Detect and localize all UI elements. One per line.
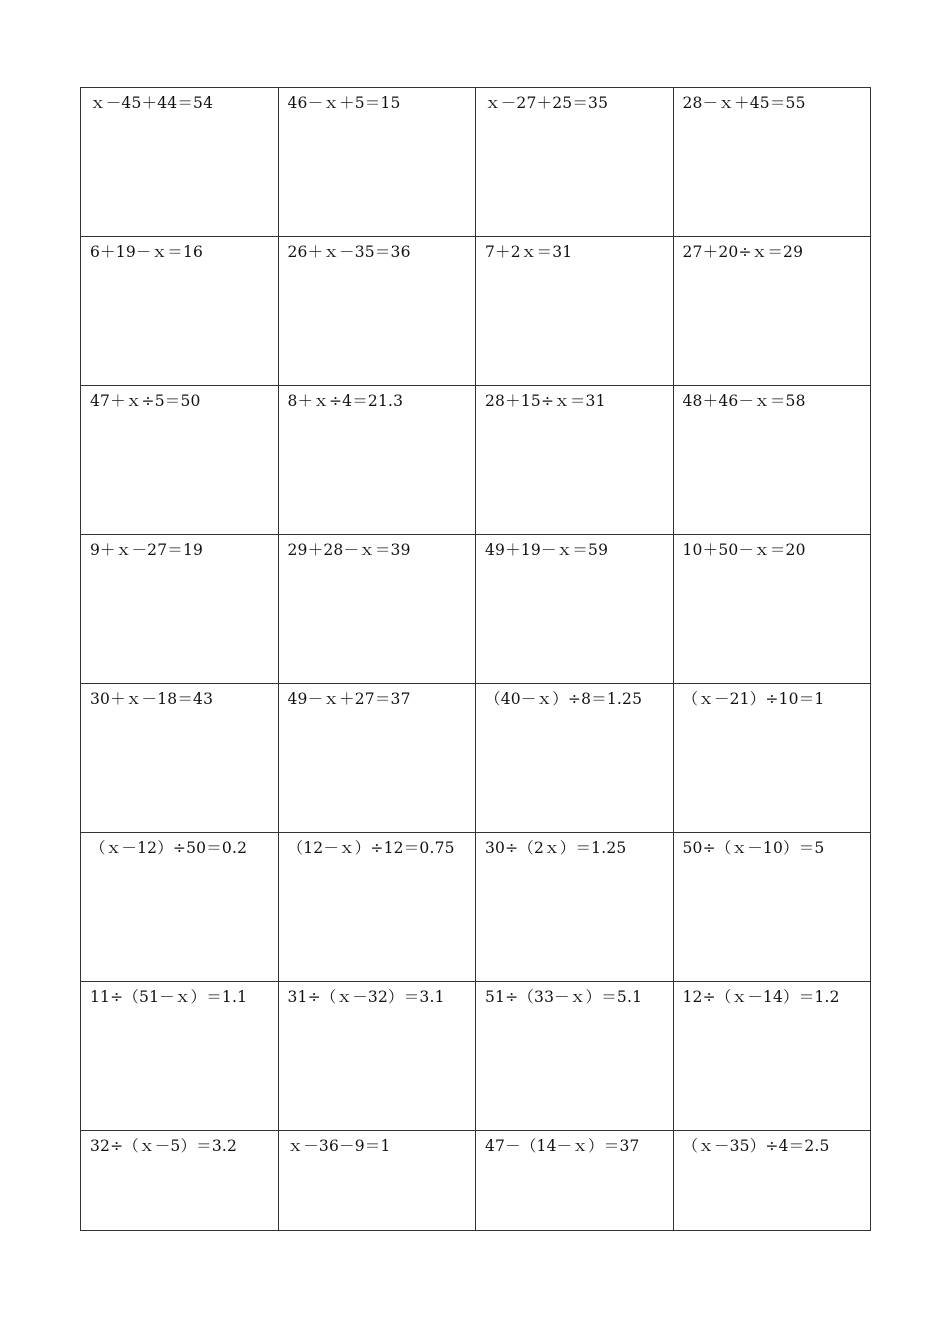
- equation-cell: [673, 982, 871, 1131]
- equation-text: 50÷（ｘ－10）＝5: [682, 839, 825, 857]
- equation-cell: [673, 684, 871, 833]
- equation-worksheet-table: [80, 87, 871, 1231]
- worksheet-row: [81, 88, 871, 237]
- equation-text: 47－（14－ｘ）＝37: [485, 1137, 640, 1155]
- equation-cell: [673, 386, 871, 535]
- equation-text: 30＋ｘ－18＝43: [90, 690, 214, 708]
- equation-text: 7＋2ｘ＝31: [485, 243, 573, 261]
- equation-cell: [278, 1131, 476, 1231]
- equation-cell: [81, 88, 279, 237]
- equation-text: 9＋ｘ－27＝19: [90, 541, 204, 559]
- equation-cell: [673, 833, 871, 982]
- equation-cell: [673, 1131, 871, 1231]
- equation-cell: [81, 684, 279, 833]
- equation-cell: [278, 88, 476, 237]
- equation-text: 51÷（33－ｘ）＝5.1: [485, 988, 643, 1006]
- equation-text: （ｘ－21）÷10＝1: [682, 690, 825, 708]
- equation-cell: [278, 535, 476, 684]
- equation-text: 11÷（51－ｘ）＝1.1: [90, 988, 248, 1006]
- equation-text: 28－ｘ＋45＝55: [682, 94, 806, 112]
- equation-text: 46－ｘ＋5＝15: [287, 94, 401, 112]
- equation-text: 32÷（ｘ－5）＝3.2: [90, 1137, 238, 1155]
- equation-text: 48＋46－ｘ＝58: [682, 392, 806, 410]
- equation-cell: [673, 88, 871, 237]
- equation-text: 49－ｘ＋27＝37: [287, 690, 411, 708]
- equation-text: 27＋20÷ｘ＝29: [682, 243, 804, 261]
- equation-cell: [81, 535, 279, 684]
- equation-text: （40－ｘ）÷8＝1.25: [485, 690, 643, 708]
- equation-cell: [476, 982, 674, 1131]
- equation-cell: [476, 88, 674, 237]
- worksheet-row: [81, 535, 871, 684]
- worksheet-row: [81, 386, 871, 535]
- worksheet-body: [81, 88, 871, 1231]
- worksheet-row: [81, 1131, 871, 1231]
- equation-text: ｘ－36－9＝1: [287, 1137, 391, 1155]
- equation-text: ｘ－45＋44＝54: [90, 94, 214, 112]
- worksheet-row: [81, 684, 871, 833]
- equation-text: （12－ｘ）÷12＝0.75: [287, 839, 455, 857]
- equation-cell: [278, 684, 476, 833]
- equation-text: （ｘ－35）÷4＝2.5: [682, 1137, 830, 1155]
- equation-cell: [476, 535, 674, 684]
- equation-text: 29＋28－ｘ＝39: [287, 541, 411, 559]
- equation-text: 8＋ｘ÷4＝21.3: [287, 392, 404, 410]
- equation-cell: [673, 237, 871, 386]
- equation-cell: [81, 386, 279, 535]
- equation-text: （ｘ－12）÷50＝0.2: [90, 839, 248, 857]
- equation-text: 28＋15÷ｘ＝31: [485, 392, 606, 410]
- equation-text: 49＋19－ｘ＝59: [485, 541, 609, 559]
- worksheet-row: [81, 833, 871, 982]
- equation-cell: [81, 833, 279, 982]
- equation-cell: [476, 1131, 674, 1231]
- equation-text: 26＋ｘ－35＝36: [287, 243, 411, 261]
- equation-text: 30÷（2ｘ）＝1.25: [485, 839, 627, 857]
- worksheet-row: [81, 982, 871, 1131]
- equation-cell: [476, 386, 674, 535]
- equation-cell: [278, 982, 476, 1131]
- equation-text: 31÷（ｘ－32）＝3.1: [287, 988, 445, 1006]
- equation-cell: [476, 684, 674, 833]
- equation-cell: [81, 1131, 279, 1231]
- equation-text: 10＋50－ｘ＝20: [682, 541, 806, 559]
- equation-cell: [278, 833, 476, 982]
- equation-cell: [278, 237, 476, 386]
- equation-text: 12÷（ｘ－14）＝1.2: [682, 988, 840, 1006]
- equation-text: ｘ－27＋25＝35: [485, 94, 609, 112]
- equation-cell: [81, 237, 279, 386]
- equation-text: 47＋ｘ÷5＝50: [90, 392, 201, 410]
- equation-cell: [476, 833, 674, 982]
- equation-cell: [278, 386, 476, 535]
- equation-cell: [476, 237, 674, 386]
- equation-cell: [673, 535, 871, 684]
- worksheet-row: [81, 237, 871, 386]
- equation-cell: [81, 982, 279, 1131]
- equation-text: 6＋19－ｘ＝16: [90, 243, 204, 261]
